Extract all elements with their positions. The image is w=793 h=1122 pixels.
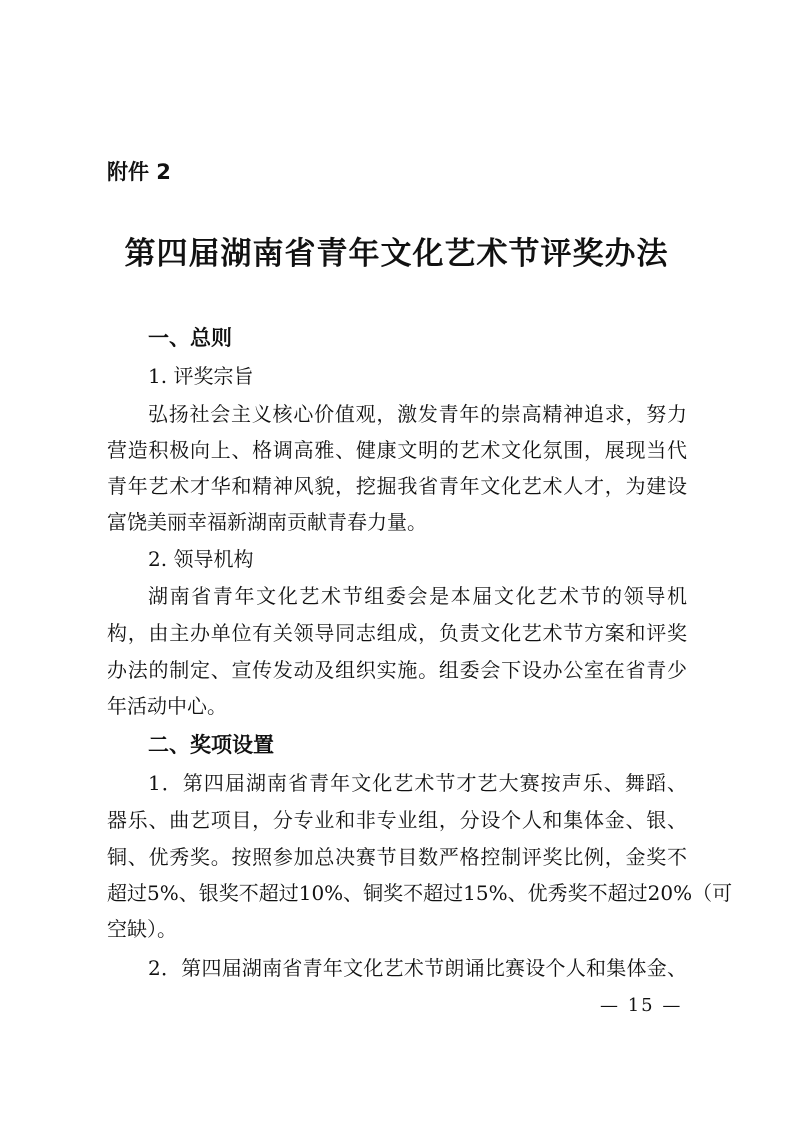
section-heading-awards: 二、奖项设置 [148, 733, 274, 757]
paragraph-line: 青年艺术才华和精神风貌，挖掘我省青年文化艺术人才，为建设 [107, 474, 687, 498]
paragraph-line: 铜、优秀奖。按照参加总决赛节目数严格控制评奖比例，金奖不 [107, 845, 687, 869]
paragraph-line: 营造积极向上、格调高雅、健康文明的艺术文化氛围，展现当代 [107, 438, 687, 462]
paragraph-line: 弘扬社会主义核心价值观，激发青年的崇高精神追求，努力 [148, 402, 687, 426]
section-heading-general: 一、总则 [148, 326, 232, 350]
paragraph-line: 湖南省青年文化艺术节组委会是本届文化艺术节的领导机 [148, 584, 687, 608]
paragraph-line: 空缺）。 [107, 917, 177, 941]
subsection-heading-leadership: 2. 领导机构 [148, 547, 254, 571]
paragraph-line: 构，由主办单位有关领导同志组成，负责文化艺术节方案和评奖 [107, 621, 687, 645]
attachment-label: 附件 2 [107, 160, 171, 184]
paragraph-line: 器乐、曲艺项目，分专业和非专业组，分设个人和集体金、银、 [107, 808, 687, 832]
paragraph-line: 2．第四届湖南省青年文化艺术节朗诵比赛设个人和集体金、 [148, 956, 687, 980]
document-title: 第四届湖南省青年文化艺术节评奖办法 [124, 236, 669, 272]
page-number: — 15 — [600, 995, 683, 1016]
paragraph-line: 1．第四届湖南省青年文化艺术节才艺大赛按声乐、舞蹈、 [148, 771, 687, 795]
subsection-heading-purpose: 1. 评奖宗旨 [148, 364, 254, 388]
paragraph-line: 办法的制定、宣传发动及组织实施。组委会下设办公室在省青少 [107, 658, 687, 682]
paragraph-line: 超过5%、银奖不超过10%、铜奖不超过15%、优秀奖不超过20%（可 [107, 881, 733, 905]
paragraph-line: 富饶美丽幸福新湖南贡献青春力量。 [107, 510, 427, 534]
paragraph-line: 年活动中心。 [107, 694, 227, 718]
